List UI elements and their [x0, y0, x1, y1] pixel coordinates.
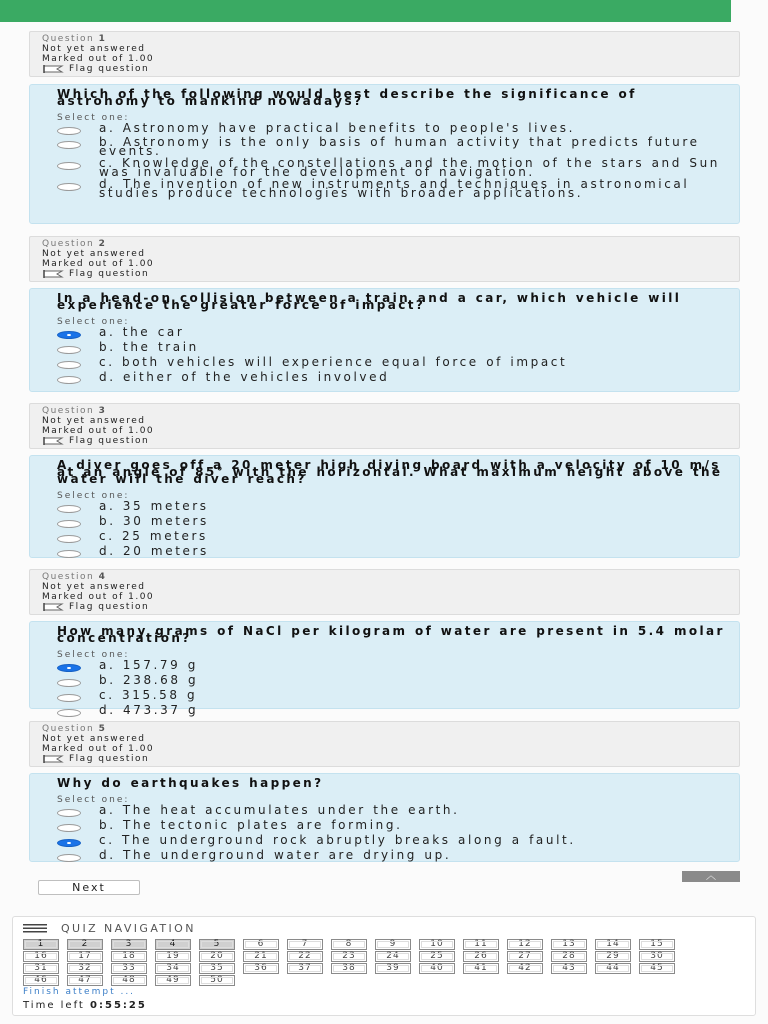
quiz-nav-button[interactable]: 34: [155, 963, 191, 974]
time-left-value: 0:55:25: [90, 1000, 147, 1011]
flag-icon: [42, 270, 64, 278]
question-number: 1: [98, 34, 107, 44]
answer-option[interactable]: [57, 135, 725, 158]
question-info-1: [29, 31, 740, 77]
radio-button[interactable]: [57, 183, 81, 191]
quiz-nav-button[interactable]: 2: [67, 939, 103, 950]
quiz-nav-button[interactable]: 3: [111, 939, 147, 950]
answer-label: c. The underground rock abruptly breaks along a fault.: [99, 833, 576, 847]
radio-button-selected[interactable]: [57, 664, 81, 672]
quiz-nav-button[interactable]: 4: [155, 939, 191, 950]
quiz-nav-button[interactable]: 38: [331, 963, 367, 974]
quiz-nav-button[interactable]: 8: [331, 939, 367, 950]
quiz-nav-button[interactable]: 37: [287, 963, 323, 974]
quiz-nav-button[interactable]: 15: [639, 939, 675, 950]
quiz-nav-button[interactable]: 11: [463, 939, 499, 950]
flag-question-label: Flag question: [69, 754, 150, 764]
answer-option[interactable]: [57, 703, 725, 717]
quiz-nav-button[interactable]: 31: [23, 963, 59, 974]
back-to-top-button[interactable]: ︿: [682, 871, 740, 882]
answer-label: a. The heat accumulates under the earth.: [99, 803, 460, 817]
quiz-nav-button[interactable]: 10: [419, 939, 455, 950]
quiz-nav-button[interactable]: 41: [463, 963, 499, 974]
question-info-2: [29, 236, 740, 282]
answer-option[interactable]: [57, 355, 725, 369]
question-marks: Marked out of 1.00: [42, 744, 155, 754]
answer-option[interactable]: [57, 370, 725, 384]
flag-question-link[interactable]: [42, 269, 727, 279]
select-one-label: Select one:: [57, 491, 130, 501]
answer-label: a. 35 meters: [99, 499, 209, 513]
quiz-nav-button[interactable]: 22: [287, 951, 323, 962]
question-label: Question: [42, 239, 95, 249]
question-number: 3: [98, 406, 107, 416]
quiz-nav-button[interactable]: 7: [287, 939, 323, 950]
radio-button[interactable]: [57, 824, 81, 832]
question-info-5: [29, 721, 740, 767]
flag-icon: [42, 755, 64, 763]
question-number: 2: [98, 239, 107, 249]
quiz-nav-button[interactable]: 6: [243, 939, 279, 950]
answer-option[interactable]: [57, 818, 725, 832]
finish-attempt-link[interactable]: Finish attempt ...: [23, 987, 136, 997]
quiz-nav-button[interactable]: 20: [199, 951, 235, 962]
radio-button[interactable]: [57, 520, 81, 528]
question-box-1: [29, 84, 740, 224]
quiz-nav-button[interactable]: 12: [507, 939, 543, 950]
answer-option[interactable]: [57, 121, 725, 135]
quiz-nav-button[interactable]: 19: [155, 951, 191, 962]
quiz-nav-button[interactable]: 39: [375, 963, 411, 974]
question-text: A diver goes off a 20 meter high diving board with a velocity of 10 m/s at an angle of 85° with the horizontal. What maximum height above the water will the diver reach?: [57, 458, 723, 486]
answer-label: b. 30 meters: [99, 514, 209, 528]
quiz-nav-button[interactable]: 40: [419, 963, 455, 974]
quiz-nav-button[interactable]: 30: [639, 951, 675, 962]
question-status: Not yet answered: [42, 416, 146, 426]
radio-button[interactable]: [57, 141, 81, 149]
select-one-label: Select one:: [57, 317, 130, 327]
quiz-nav-button[interactable]: 50: [199, 975, 235, 986]
answer-label: d. 20 meters: [99, 544, 209, 558]
answer-option[interactable]: [57, 688, 725, 702]
flag-question-label: Flag question: [69, 436, 150, 446]
quiz-nav-button[interactable]: 1: [23, 939, 59, 950]
quiz-nav-button[interactable]: 36: [243, 963, 279, 974]
quiz-navigation-title: QUIZ NAVIGATION: [61, 921, 196, 935]
radio-button[interactable]: [57, 709, 81, 717]
quiz-nav-button[interactable]: 23: [331, 951, 367, 962]
question-text: Which of the following would best describe the significance of astronomy to mankind nowadays?: [57, 87, 637, 108]
quiz-nav-button[interactable]: 24: [375, 951, 411, 962]
flag-icon: [42, 65, 64, 73]
quiz-nav-button[interactable]: 25: [419, 951, 455, 962]
quiz-nav-button[interactable]: 16: [23, 951, 59, 962]
question-box-5: [29, 773, 740, 862]
radio-button[interactable]: [57, 535, 81, 543]
question-label: Question: [42, 34, 95, 44]
answer-label: d. The underground water are drying up.: [99, 848, 452, 862]
time-left: [23, 1000, 745, 1012]
answer-label: b. Astronomy is the only basis of human activity that predicts future events.: [99, 135, 700, 158]
answer-option[interactable]: [57, 177, 725, 200]
answer-option[interactable]: [57, 514, 725, 528]
quiz-nav-button[interactable]: 9: [375, 939, 411, 950]
radio-button-selected[interactable]: [57, 839, 81, 847]
time-left-label: Time left: [23, 1000, 85, 1011]
radio-button-selected[interactable]: [57, 331, 81, 339]
quiz-nav-button[interactable]: 17: [67, 951, 103, 962]
question-status: Not yet answered: [42, 44, 146, 54]
question-marks: Marked out of 1.00: [42, 426, 155, 436]
quiz-nav-button[interactable]: 47: [67, 975, 103, 986]
question-number: 5: [98, 724, 107, 734]
radio-button[interactable]: [57, 361, 81, 369]
question-nav-grid: [23, 939, 723, 987]
answer-label: d. 473.37 g: [99, 703, 199, 717]
answer-label: c. 25 meters: [99, 529, 208, 543]
select-one-label: Select one:: [57, 113, 130, 123]
quiz-nav-button[interactable]: 27: [507, 951, 543, 962]
quiz-nav-button[interactable]: 29: [595, 951, 631, 962]
flag-question-label: Flag question: [69, 602, 150, 612]
answer-option[interactable]: [57, 673, 725, 687]
quiz-nav-button[interactable]: 48: [111, 975, 147, 986]
radio-button[interactable]: [57, 550, 81, 558]
answer-label: a. the car: [99, 325, 185, 339]
select-one-label: Select one:: [57, 650, 130, 660]
next-button[interactable]: Next: [38, 880, 140, 895]
answer-option[interactable]: [57, 848, 725, 862]
quiz-nav-button[interactable]: 42: [507, 963, 543, 974]
radio-button[interactable]: [57, 679, 81, 687]
question-text: How many grams of NaCl per kilogram of water are present in 5.4 molar concentration?: [57, 624, 725, 645]
answer-option[interactable]: [57, 529, 725, 543]
quiz-nav-button[interactable]: 21: [243, 951, 279, 962]
answer-label: a. 157.79 g: [99, 658, 199, 672]
answer-option[interactable]: [57, 499, 725, 513]
quiz-navigation-panel: [12, 916, 756, 1016]
radio-button[interactable]: [57, 346, 81, 354]
question-info-4: [29, 569, 740, 615]
answer-label: b. The tectonic plates are forming.: [99, 818, 403, 832]
radio-button[interactable]: [57, 809, 81, 817]
question-status: Not yet answered: [42, 249, 146, 259]
answer-option[interactable]: [57, 833, 725, 847]
quiz-nav-button[interactable]: 28: [551, 951, 587, 962]
answer-label: c. both vehicles will experience equal force of impact: [99, 355, 568, 369]
answer-option[interactable]: [57, 156, 725, 179]
quiz-nav-button[interactable]: 14: [595, 939, 631, 950]
question-label: Question: [42, 724, 95, 734]
quiz-nav-button[interactable]: 26: [463, 951, 499, 962]
quiz-nav-button[interactable]: 49: [155, 975, 191, 986]
flag-question-link[interactable]: [42, 436, 727, 446]
question-label: Question: [42, 572, 95, 582]
flag-question-link[interactable]: [42, 602, 727, 612]
question-box-2: [29, 288, 740, 392]
radio-button[interactable]: [57, 854, 81, 862]
radio-button[interactable]: [57, 694, 81, 702]
flag-icon: [42, 603, 64, 611]
answer-label: d. The invention of new instruments and techniques in astronomical studies produce technologies with broader applications.: [99, 177, 690, 200]
answer-label: d. either of the vehicles involved: [99, 370, 390, 384]
top-header-bar: [0, 0, 731, 22]
flag-question-link[interactable]: [42, 64, 727, 74]
flag-question-link[interactable]: [42, 754, 727, 764]
answer-option[interactable]: [57, 658, 725, 672]
question-marks: Marked out of 1.00: [42, 54, 155, 64]
question-label: Question: [42, 406, 95, 416]
flag-question-label: Flag question: [69, 269, 150, 279]
question-text: Why do earthquakes happen?: [57, 776, 324, 790]
question-box-3: [29, 455, 740, 558]
radio-button[interactable]: [57, 127, 81, 135]
quiz-nav-button[interactable]: 35: [199, 963, 235, 974]
radio-button[interactable]: [57, 376, 81, 384]
quiz-nav-button[interactable]: 46: [23, 975, 59, 986]
answer-label: b. 238.68 g: [99, 673, 199, 687]
answer-option[interactable]: [57, 325, 725, 339]
flag-question-label: Flag question: [69, 64, 150, 74]
quiz-nav-button[interactable]: 18: [111, 951, 147, 962]
select-one-label: Select one:: [57, 795, 130, 805]
answer-option[interactable]: [57, 340, 725, 354]
question-status: Not yet answered: [42, 734, 146, 744]
question-info-3: [29, 403, 740, 449]
answer-option[interactable]: [57, 544, 725, 558]
question-number: 4: [98, 572, 107, 582]
radio-button[interactable]: [57, 505, 81, 513]
question-status: Not yet answered: [42, 582, 146, 592]
flag-icon: [42, 437, 64, 445]
quiz-nav-button[interactable]: 45: [639, 963, 675, 974]
question-marks: Marked out of 1.00: [42, 259, 155, 269]
quiz-nav-button[interactable]: 5: [199, 939, 235, 950]
answer-option[interactable]: [57, 803, 725, 817]
quiz-nav-button[interactable]: 33: [111, 963, 147, 974]
answer-label: b. the train: [99, 340, 199, 354]
quiz-nav-button[interactable]: 43: [551, 963, 587, 974]
radio-button[interactable]: [57, 162, 81, 170]
question-box-4: [29, 621, 740, 717]
answer-label: a. Astronomy have practical benefits to people's lives.: [99, 121, 576, 135]
quiz-nav-button[interactable]: 13: [551, 939, 587, 950]
question-marks: Marked out of 1.00: [42, 592, 155, 602]
quiz-nav-button[interactable]: 44: [595, 963, 631, 974]
question-text: In a head-on collision between a train and a car, which vehicle will experience the greater force of impact?: [57, 291, 682, 312]
answer-label: c. Knowledge of the constellations and the motion of the stars and Sun was invaluable for the development of navigation.: [99, 156, 721, 179]
hamburger-menu-icon[interactable]: [23, 924, 47, 933]
answer-label: c. 315.58 g: [99, 688, 198, 702]
quiz-nav-button[interactable]: 32: [67, 963, 103, 974]
